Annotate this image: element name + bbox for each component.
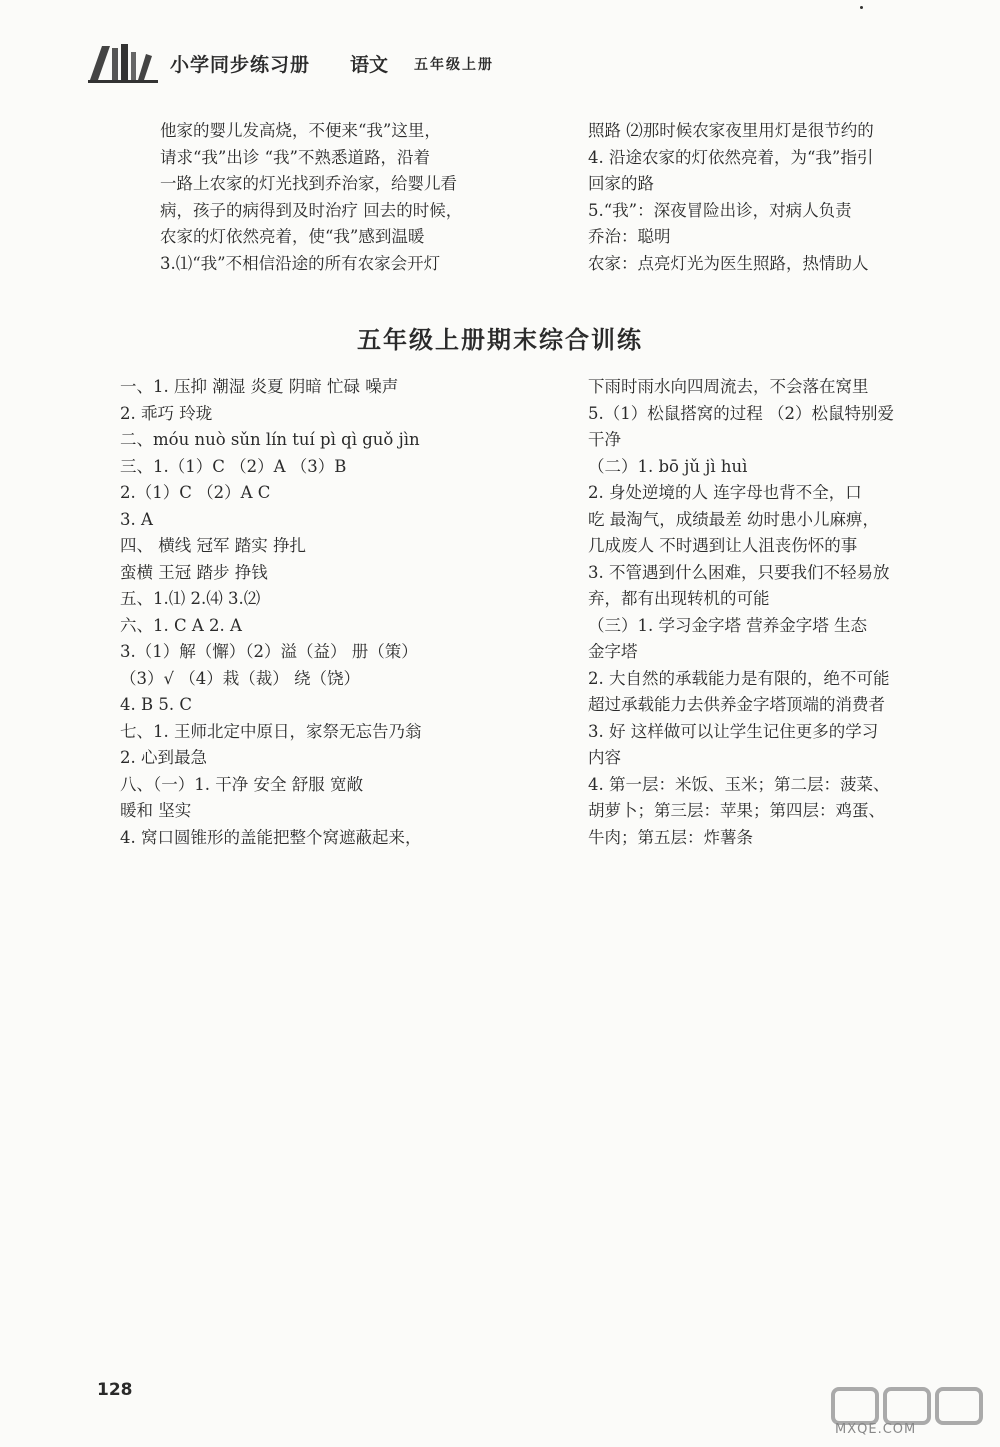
answer-line: 3.⑴“我”不相信沿途的所有农家会开灯 bbox=[160, 253, 441, 273]
answer-line: 请求“我”出诊 “我”不熟悉道路，沿着 bbox=[160, 147, 430, 167]
answer-line: 5.（1）松鼠搭窝的过程 （2）松鼠特别爱 bbox=[588, 403, 894, 423]
answer-line: 3.（1）解（懈）（2）溢（益） 册（策） bbox=[120, 642, 418, 661]
answer-line: 超过承载能力去供养金字塔顶端的消费者 bbox=[588, 695, 885, 714]
answer-line: 一路上农家的灯光找到乔治家，给婴儿看 bbox=[160, 174, 457, 193]
answer-line: 3. 不管遇到什么困难，只要我们不轻易放 bbox=[588, 562, 890, 582]
page-header bbox=[88, 40, 648, 84]
page-number: 128 bbox=[97, 1380, 133, 1400]
answer-line: 乔治：聪明 bbox=[588, 227, 671, 246]
answer-line: 三、1.（1）C （2）A （3）B bbox=[120, 456, 347, 476]
answer-line: 吃 最淘气，成绩最差 幼时患小儿麻痹， bbox=[588, 509, 879, 529]
answer-line: 农家的灯依然亮着，使“我”感到温暖 bbox=[160, 227, 425, 246]
answer-line: 内容 bbox=[588, 748, 621, 767]
answer-line: 2. 身处逆境的人 连字母也背不全，口 bbox=[588, 483, 862, 502]
answer-line: 3. 好 这样做可以让学生记住更多的学习 bbox=[588, 721, 879, 741]
grade-label: 五年级上册 bbox=[414, 57, 494, 73]
answers-top-left-column bbox=[160, 118, 520, 277]
answer-line: 3. A bbox=[120, 509, 153, 529]
answer-line: 病，孩子的病得到及时治疗 回去的时候， bbox=[160, 200, 463, 220]
answer-line: 他家的婴儿发高烧，不便来“我”这里， bbox=[160, 121, 441, 140]
answers-top-right-column bbox=[588, 118, 948, 277]
answer-line: （三）1. 学习金字塔 营养金字塔 生态 bbox=[588, 615, 867, 635]
answer-line: 照路 ⑵那时候农家夜里用灯是很节约的 bbox=[588, 121, 874, 140]
answer-line: 5.“我”：深夜冒险出诊，对病人负责 bbox=[588, 200, 852, 220]
answer-line: 蛮横 王冠 踏步 挣钱 bbox=[120, 562, 268, 582]
books-logo-icon bbox=[88, 40, 158, 84]
answer-line: 四、 横线 冠军 踏实 挣扎 bbox=[120, 536, 306, 555]
answer-line: 胡萝卜；第三层：苹果；第四层：鸡蛋、 bbox=[588, 801, 885, 820]
answer-line: 回家的路 bbox=[588, 174, 654, 193]
answer-line: 几成废人 不时遇到让人沮丧伤怀的事 bbox=[588, 536, 858, 555]
answer-line: 五、1.⑴ 2.⑷ 3.⑵ bbox=[120, 589, 261, 608]
answer-line: 六、1. C A 2. A bbox=[120, 615, 242, 635]
subject-label: 语文 bbox=[350, 54, 389, 76]
answer-line: 4. 窝口圆锥形的盖能把整个窝遮蔽起来， bbox=[120, 827, 422, 847]
answer-line: 八、（一）1. 干净 安全 舒服 宽敞 bbox=[120, 774, 363, 794]
watermark-text: MXQE.COM bbox=[835, 1422, 917, 1437]
answers-bottom-right-column bbox=[588, 374, 948, 851]
answer-line: 4. B 5. C bbox=[120, 695, 192, 714]
answer-line: 下雨时雨水向四周流去，不会落在窝里 bbox=[588, 377, 869, 396]
section-title: 五年级上册期末综合训练 bbox=[357, 325, 643, 354]
answers-bottom-left-column bbox=[120, 374, 520, 851]
answer-line: （二）1. bō jǔ jì huì bbox=[588, 456, 748, 476]
answer-line: 一、1. 压抑 潮湿 炎夏 阴暗 忙碌 噪声 bbox=[120, 377, 399, 396]
answer-line: 农家：点亮灯光为医生照路，热情助人 bbox=[588, 253, 869, 273]
answer-line: 干净 bbox=[588, 430, 621, 449]
answer-line: 七、1. 王师北定中原日，家祭无忘告乃翁 bbox=[120, 721, 422, 741]
answer-line: 金字塔 bbox=[588, 642, 638, 661]
answer-line: 二、móu nuò sǔn lín tuí pì qì guǒ jìn bbox=[120, 430, 420, 449]
corner-dot bbox=[860, 6, 863, 9]
answer-line: 2. 大自然的承载能力是有限的，绝不可能 bbox=[588, 668, 890, 688]
answer-line: 牛肉；第五层：炸薯条 bbox=[588, 827, 753, 847]
answer-line: 暖和 坚实 bbox=[120, 801, 192, 820]
answer-line: 2. 心到最急 bbox=[120, 748, 207, 767]
answer-line: 弃，都有出现转机的可能 bbox=[588, 589, 770, 608]
answer-line: 4. 第一层：米饭、玉米；第二层：菠菜、 bbox=[588, 774, 890, 794]
answer-line: （3）√ （4）栽（裁） 绕（饶） bbox=[120, 668, 360, 688]
book-title: 小学同步练习册 bbox=[170, 54, 311, 76]
answer-line: 4. 沿途农家的灯依然亮着，为“我”指引 bbox=[588, 147, 874, 167]
answer-line: 2. 乖巧 玲珑 bbox=[120, 403, 213, 423]
answer-line: 2.（1）C （2）A C bbox=[120, 483, 271, 502]
